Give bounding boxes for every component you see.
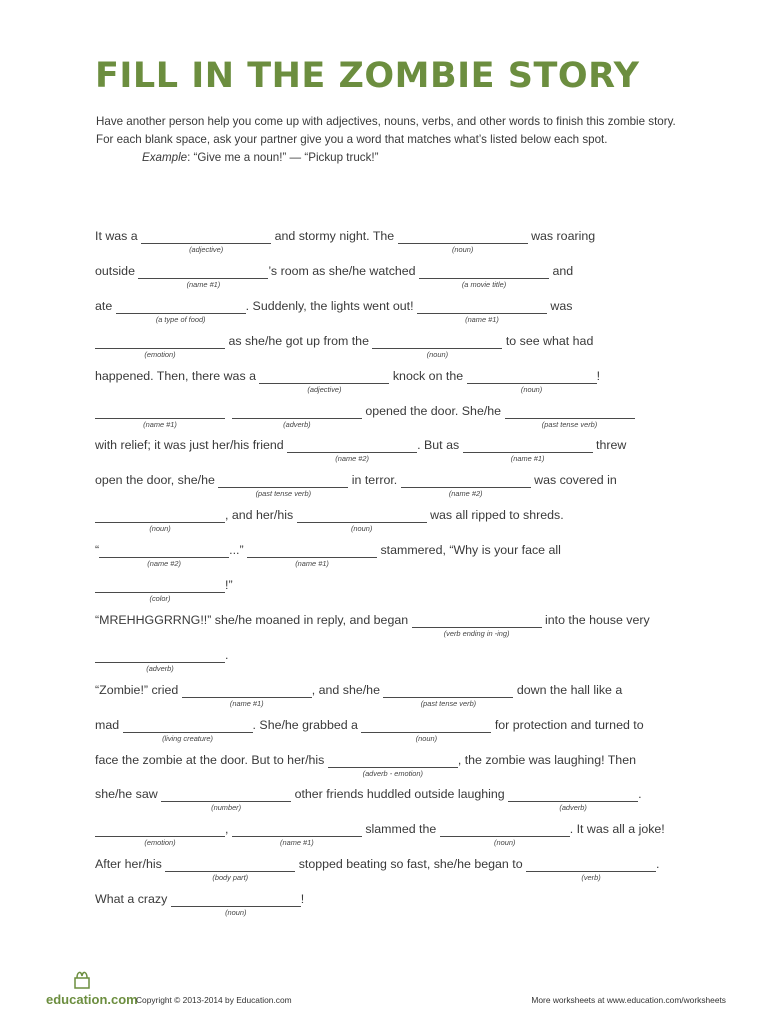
story-line: [95, 472, 617, 502]
example-text: : “Give me a noun!” — “Pickup truck!”: [187, 151, 379, 164]
fill-in-blank[interactable]: [99, 542, 229, 569]
blank-hint-label: (adverb): [559, 803, 587, 813]
more-worksheets-link[interactable]: More worksheets at www.education.com/worksheets: [531, 995, 726, 1005]
blank-hint-label: (a movie title): [461, 279, 507, 289]
fill-in-blank[interactable]: [361, 717, 491, 743]
story-text: mad: [95, 717, 123, 732]
blank-hint-label: (name #1): [229, 698, 264, 708]
story-text: “Zombie!” cried: [95, 682, 182, 697]
fill-in-blank[interactable]: [440, 821, 570, 848]
blank-hint-label: (a type of food): [155, 314, 206, 324]
story-line: [95, 786, 642, 816]
blank-hint-label: (emotion): [144, 838, 176, 848]
blank-hint-label: (noun): [350, 524, 373, 534]
blank-hint-label: (noun): [520, 384, 543, 394]
story-text: into the house very: [541, 612, 650, 627]
fill-in-blank[interactable]: [328, 752, 458, 778]
fill-in-blank[interactable]: [141, 228, 271, 254]
fill-in-blank[interactable]: [171, 891, 301, 918]
story-line: [95, 647, 228, 677]
blank-hint-label: (name #1): [280, 838, 314, 848]
story-text: open the door, she/he: [95, 473, 219, 488]
story-text: to see what had: [502, 333, 594, 348]
copyright-text: Copyright © 2013-2014 by Education.com: [136, 995, 292, 1005]
story-text: It was a: [95, 229, 142, 243]
blank-hint-label: (adjective): [307, 384, 342, 394]
fill-in-blank[interactable]: [287, 437, 417, 464]
story-text: threw: [592, 438, 627, 453]
story-text: was roaring: [527, 229, 596, 243]
blank-hint-label: (name #2): [147, 559, 181, 569]
story-text: What a crazy: [95, 892, 171, 907]
fill-in-blank[interactable]: [116, 298, 246, 324]
education-logo-icon: [72, 968, 92, 990]
page-title: FILL IN THE ZOMBIE STORY: [95, 56, 640, 96]
blank-hint-label: (noun): [451, 245, 474, 254]
story-line: [95, 507, 564, 537]
blank-hint-label: (verb ending in -ing): [443, 628, 510, 638]
story-line: [95, 437, 626, 467]
fill-in-blank[interactable]: [165, 856, 295, 883]
blank-hint-label: (adjective): [189, 245, 224, 254]
blank-hint-label: (past tense verb): [255, 489, 312, 499]
story-text: down the hall like a: [513, 682, 623, 697]
story-line: [95, 682, 622, 712]
blank-hint-label: (color): [149, 594, 171, 603]
story-text: stammered, “Why is your face all: [377, 543, 561, 558]
fill-in-blank[interactable]: [259, 368, 389, 394]
blank-hint-label: (name #1): [295, 559, 329, 569]
fill-in-blank[interactable]: [401, 472, 531, 499]
fill-in-blank[interactable]: [467, 368, 597, 394]
fill-in-blank[interactable]: [161, 786, 291, 813]
story-line: [95, 298, 572, 328]
story-text: . It was all a joke!: [569, 822, 665, 837]
blank-hint-label: (name #2): [448, 489, 483, 499]
blank-hint-label: (body part): [212, 873, 249, 883]
story-line: [95, 612, 650, 642]
story-line: [95, 228, 595, 258]
blank-hint-label: (emotion): [144, 349, 176, 359]
story-text: ate: [95, 298, 116, 313]
story-text: slammed the: [361, 822, 440, 837]
story-text: other friends huddled outside laughing: [291, 787, 509, 802]
fill-in-blank[interactable]: [95, 647, 225, 673]
fill-in-blank[interactable]: [138, 263, 268, 289]
story-line: [95, 263, 573, 293]
story-text: . She/he grabbed a: [252, 717, 362, 732]
fill-in-blank[interactable]: [526, 856, 656, 883]
fill-in-blank[interactable]: [232, 821, 362, 848]
story-line: [95, 752, 636, 782]
footer: [46, 968, 726, 1013]
fill-in-blank[interactable]: [95, 333, 225, 359]
fill-in-blank[interactable]: [505, 403, 635, 429]
story-text: , and she/he: [311, 682, 384, 697]
fill-in-blank[interactable]: [232, 403, 362, 429]
story-text: as she/he got up from the: [225, 333, 373, 348]
blank-hint-label: (living creature): [162, 733, 214, 743]
blank-hint-label: (past tense verb): [541, 419, 598, 429]
story-text: After her/his: [95, 857, 166, 872]
blank-hint-label: (noun): [415, 733, 438, 743]
fill-in-blank[interactable]: [123, 717, 253, 743]
story-text: and: [549, 263, 574, 278]
fill-in-blank[interactable]: [95, 507, 225, 534]
instructions-line: Have another person help you come up with adjectives, nouns, verbs, and other words to finish this zombie story.: [96, 115, 676, 128]
fill-in-blank[interactable]: [398, 228, 528, 254]
story-text: was all ripped to shreds.: [426, 508, 564, 523]
fill-in-blank[interactable]: [419, 263, 549, 289]
fill-in-blank[interactable]: [417, 298, 547, 324]
blank-hint-label: (name #1): [186, 279, 221, 289]
blank-hint-label: (name #2): [335, 454, 369, 464]
fill-in-blank[interactable]: [508, 786, 638, 813]
fill-in-blank[interactable]: [247, 542, 377, 569]
blank-hint-label: (adverb): [283, 419, 311, 429]
fill-in-blank[interactable]: [218, 472, 348, 499]
fill-in-blank[interactable]: [95, 403, 225, 429]
blank-hint-label: (past tense verb): [420, 698, 477, 708]
story-text: ’s room as she/he watched: [268, 263, 420, 278]
story-text: happened. Then, there was a: [95, 368, 260, 383]
story-text: [225, 403, 232, 419]
story-text: “MREHHGGRRNG!!” she/he moaned in reply, and began: [95, 612, 412, 627]
story-text: !: [596, 368, 601, 383]
fill-in-blank[interactable]: [95, 577, 225, 603]
story-text: knock on the: [389, 368, 467, 383]
story-line: [95, 403, 635, 433]
story-line: [95, 717, 644, 747]
fill-in-blank[interactable]: [383, 682, 513, 708]
blank-hint-label: (noun): [494, 838, 516, 848]
instructions-line: For each blank space, ask your partner give you a word that matches what’s listed below each spot.: [96, 133, 608, 146]
fill-in-blank[interactable]: [182, 682, 312, 708]
story-text: , and her/his: [225, 508, 297, 523]
story-line: [95, 891, 304, 921]
story-line: [95, 368, 600, 398]
story-text: “: [95, 543, 100, 558]
story-text: !”: [225, 578, 233, 592]
blank-hint-label: (verb): [581, 873, 601, 883]
story-text: .: [225, 647, 229, 662]
story-line: [95, 577, 233, 607]
story-text: was: [546, 298, 573, 313]
story-text: ...”: [229, 543, 248, 558]
fill-in-blank[interactable]: [412, 612, 542, 638]
blank-hint-label: (name #1): [143, 419, 177, 429]
blank-hint-label: (name #1): [465, 314, 499, 324]
blank-hint-label: (noun): [225, 908, 247, 918]
instructions: [96, 113, 696, 167]
fill-in-blank[interactable]: [297, 507, 427, 534]
story-text: ,: [225, 822, 232, 837]
blank-hint-label: (adverb): [146, 663, 174, 673]
blank-hint-label: (noun): [149, 524, 171, 534]
story-text: for protection and turned to: [491, 717, 644, 732]
story-text: . Suddenly, the lights went out!: [245, 298, 417, 313]
story-text: and stormy night. The: [271, 229, 398, 243]
story-text: face the zombie at the door. But to her/his: [95, 752, 328, 767]
story-text: was covered in: [530, 473, 617, 488]
story-line: [95, 821, 665, 851]
fill-in-blank[interactable]: [463, 437, 593, 464]
story-text: she/he saw: [95, 787, 162, 802]
blank-hint-label: (noun): [426, 349, 449, 359]
story-text: in terror.: [348, 473, 401, 488]
story-text: .: [656, 857, 660, 872]
story-text: outside: [95, 263, 139, 278]
story-text: .: [638, 787, 642, 802]
fill-in-blank[interactable]: [95, 821, 225, 848]
fill-in-blank[interactable]: [372, 333, 502, 359]
story-text: . But as: [417, 438, 463, 453]
story-text: opened the door. She/he: [361, 403, 505, 418]
story-line: [95, 856, 659, 886]
blank-hint-label: (adverb - emotion): [362, 768, 423, 778]
example-label: Example: [142, 151, 188, 164]
story-line: [95, 542, 561, 572]
example-line: [96, 149, 696, 167]
blank-hint-label: (name #1): [510, 454, 545, 464]
education-logo[interactable]: education.com: [46, 992, 138, 1007]
story-text: !: [300, 892, 305, 907]
story-line: [95, 333, 593, 363]
story-text: with relief; it was just her/his friend: [95, 438, 288, 453]
story-text: stopped beating so fast, she/he began to: [295, 857, 527, 872]
story-text: , the zombie was laughing! Then: [457, 752, 636, 767]
blank-hint-label: (number): [211, 803, 242, 813]
